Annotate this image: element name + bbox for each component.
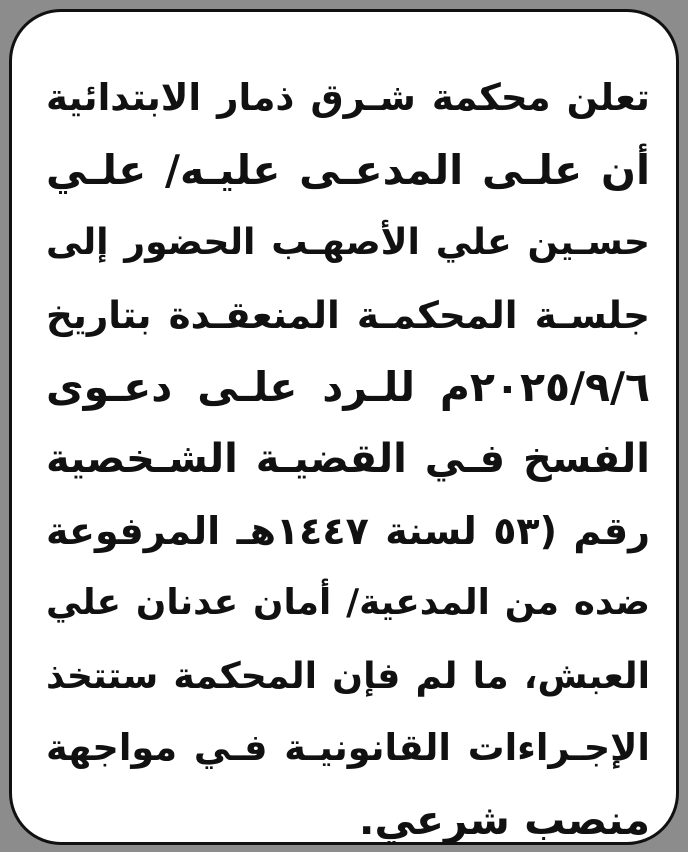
notice-line-8: ضده من المدعية/ أمان عدنان علي (46, 582, 650, 624)
notice-line-6: الفسخ فـي القضيـة الشـخصية (46, 435, 650, 482)
notice-line-4: جلسـة المحكمـة المنعقـدة بتاريخ (46, 292, 650, 337)
notice-line-1: تعلن محكمة شـرق ذمار الابتدائية (46, 76, 650, 119)
notice-line-9: العبش، ما لم فإن المحكمة ستتخذ (46, 653, 650, 697)
notice-line-3: حسـين علي الأصهـب الحضور إلى (46, 220, 650, 264)
court-notice-text (46, 62, 650, 856)
notice-line-2: أن علـى المدعـى عليـه/ علـي (46, 146, 650, 195)
notice-line-5: ٢٠٢٥/٩/٦م للـرد علـى دعـوى (46, 362, 650, 411)
notice-line-10: الإجـراءات القانونيـة فـي مواجهة (46, 725, 650, 769)
notice-line-7: رقم (٥٣ لسنة ١٤٤٧هـ المرفوعة (46, 509, 651, 554)
court-notice-card (9, 9, 679, 845)
notice-line-11: منصب شرعي. (358, 795, 650, 844)
